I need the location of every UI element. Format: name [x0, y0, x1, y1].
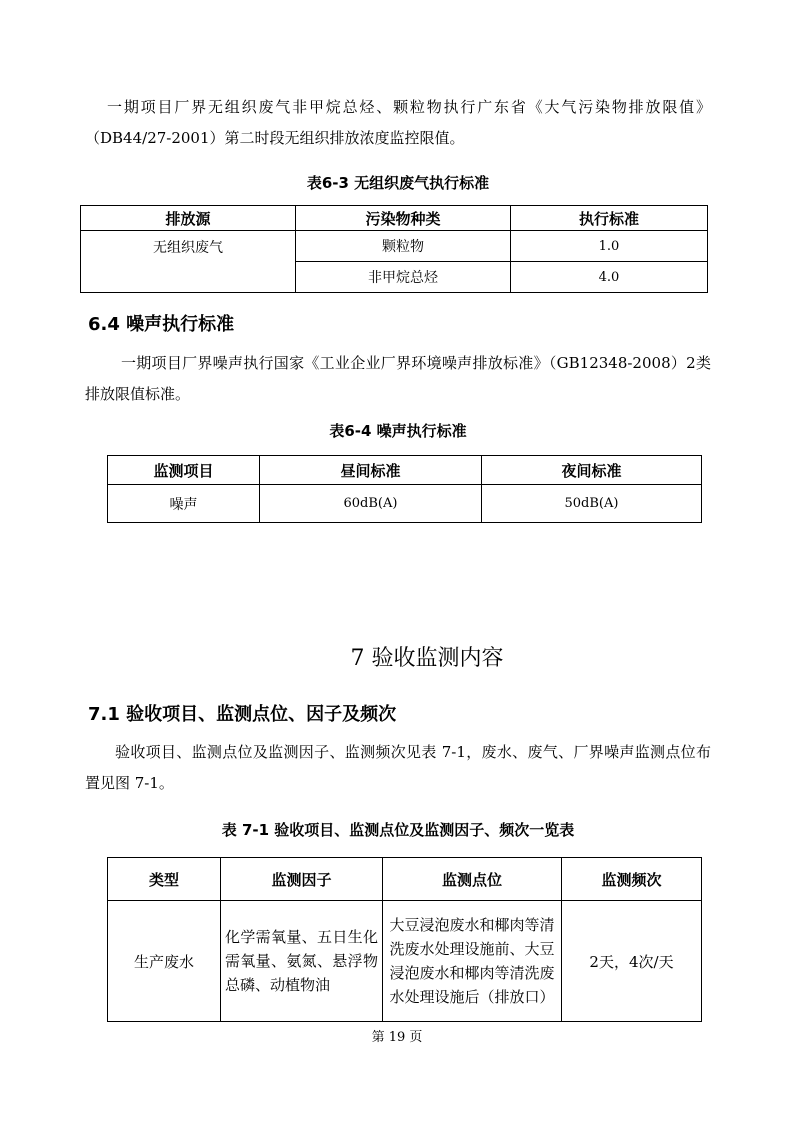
table-6-4: [107, 455, 702, 523]
table-header-cell: 执行标准: [511, 206, 708, 231]
section-heading-6-4: 6.4 噪声执行标准: [88, 314, 235, 335]
paragraph-noise-standard: 一期项目厂界噪声执行国家《工业企业厂界环境噪声排放标准》（GB12348-2008）2类排放限值标准。: [85, 354, 711, 403]
chapter-7-title: 7 验收监测内容: [350, 646, 504, 671]
section-heading-7-1: 7.1 验收项目、监测点位、因子及频次: [88, 704, 397, 725]
monitoring-item-cell: 噪声: [108, 485, 260, 523]
type-cell: 生产废水: [108, 901, 221, 1022]
table-header-cell: 监测项目: [108, 456, 260, 485]
table-header-cell: 类型: [108, 858, 221, 901]
pollutant-cell: 非甲烷总烃: [296, 262, 511, 293]
table-header-cell: 监测频次: [562, 858, 702, 901]
night-standard-cell: 50dB(A): [482, 485, 702, 523]
emission-source-cell: 无组织废气: [81, 231, 296, 293]
table-6-3-caption: 表6-3 无组织废气执行标准: [306, 174, 490, 192]
table-header-cell: 监测点位: [383, 858, 562, 901]
page-number: 第 19 页: [371, 1030, 423, 1045]
frequency-cell: 2天，4次/天: [562, 901, 702, 1022]
table-7-1-caption: 表 7-1 验收项目、监测点位及监测因子、频次一览表: [221, 821, 575, 839]
standard-value-cell: 4.0: [511, 262, 708, 293]
paragraph-monitoring-overview: 验收项目、监测点位及监测因子、监测频次见表 7-1，废水、废气、厂界噪声监测点位布置见图 7-1。: [85, 743, 711, 792]
table-6-3: [80, 205, 708, 293]
table-header-cell: 排放源: [81, 206, 296, 231]
table-header-cell: 昼间标准: [260, 456, 482, 485]
table-header-cell: 污染物种类: [296, 206, 511, 231]
table-header-cell: 监测因子: [221, 858, 383, 901]
paragraph-waste-gas-standard: 一期项目厂界无组织废气非甲烷总烃、颗粒物执行广东省《大气污染物排放限值》（DB44/27-2001）第二时段无组织排放浓度监控限值。: [85, 98, 711, 147]
points-cell: 大豆浸泡废水和椰肉等清洗废水处理设施前、大豆浸泡废水和椰肉等清洗废水处理设施后（排放口）: [383, 901, 562, 1022]
factors-cell: 化学需氧量、五日生化需氧量、氨氮、悬浮物总磷、动植物油: [221, 901, 383, 1022]
table-7-1: [107, 857, 702, 1022]
table-header-cell: 夜间标准: [482, 456, 702, 485]
standard-value-cell: 1.0: [511, 231, 708, 262]
day-standard-cell: 60dB(A): [260, 485, 482, 523]
table-6-4-caption: 表6-4 噪声执行标准: [329, 422, 467, 440]
pollutant-cell: 颗粒物: [296, 231, 511, 262]
